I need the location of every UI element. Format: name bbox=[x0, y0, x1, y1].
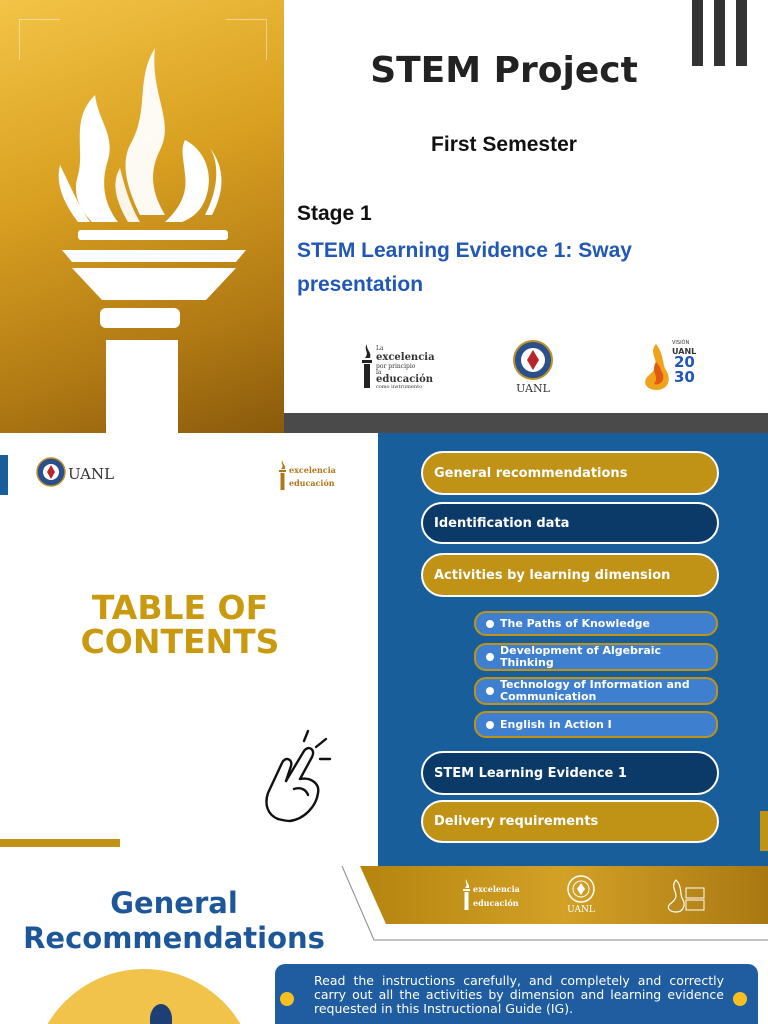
title-slide bbox=[0, 0, 768, 433]
logo-text: la bbox=[376, 369, 382, 376]
torch-small-icon bbox=[278, 459, 287, 491]
logo-text: excelencia bbox=[376, 352, 435, 363]
toc-item-stem-evidence[interactable]: STEM Learning Evidence 1 bbox=[421, 751, 719, 795]
accent-bar bbox=[0, 839, 120, 847]
toc-subitem-paths-of-knowledge[interactable]: The Paths of Knowledge bbox=[474, 611, 718, 636]
logo-text: 30 bbox=[674, 368, 695, 386]
logo-text: UANL bbox=[68, 465, 115, 483]
info-box bbox=[275, 964, 758, 1024]
decorative-circle bbox=[32, 969, 256, 1024]
side-accent bbox=[0, 455, 8, 495]
evidence-title: STEM Learning Evidence 1: Sway presentation bbox=[297, 239, 632, 296]
uanl-logo bbox=[562, 874, 600, 918]
info-text: Read the instructions carefully, and completely and correctly carry out all the activities by dimension and learning evidence requested in this Instructional Guide (IG). bbox=[314, 973, 724, 1016]
section-title: General Recommendations bbox=[23, 886, 325, 955]
uanl-seal-icon bbox=[511, 340, 555, 380]
torch-small-icon bbox=[360, 342, 374, 390]
stage-label: Stage 1 bbox=[297, 202, 372, 225]
logo-text: UANL bbox=[516, 382, 550, 395]
toc-item-delivery-requirements[interactable]: Delivery requirements bbox=[421, 800, 719, 843]
toc-item-activities[interactable]: Activities by learning dimension bbox=[421, 553, 719, 597]
bullet-dot bbox=[280, 992, 294, 1006]
page-title: STEM Project bbox=[370, 50, 638, 91]
logo-text: educación bbox=[289, 478, 335, 488]
toc-slide bbox=[0, 433, 768, 866]
logo-text: educación bbox=[473, 898, 519, 908]
excelencia-logo bbox=[360, 342, 440, 392]
logo-text: educación bbox=[376, 374, 434, 385]
gold-torch-panel bbox=[0, 0, 284, 433]
general-recommendations-slide bbox=[0, 866, 768, 1024]
logo-text: VISIÓN bbox=[672, 340, 690, 346]
torch-icon bbox=[0, 0, 284, 433]
toc-item-identification-data[interactable]: Identification data bbox=[421, 502, 719, 544]
logo-text: como instrumento bbox=[376, 384, 423, 390]
logo-text: excelencia bbox=[289, 465, 336, 475]
toc-item-general-recommendations[interactable]: General recommendations bbox=[421, 451, 719, 495]
torch-small-icon bbox=[462, 878, 471, 912]
uanl-seal-icon bbox=[36, 457, 66, 487]
logo-text: UANL bbox=[567, 905, 595, 915]
side-accent bbox=[760, 811, 768, 851]
bullet-dot bbox=[733, 992, 747, 1006]
excelencia-logo bbox=[278, 459, 338, 493]
flame-icon bbox=[638, 342, 674, 392]
vision-2030-icon bbox=[664, 878, 708, 914]
uanl-logo bbox=[36, 457, 116, 493]
toc-title: TABLE OF CONTENTS bbox=[80, 588, 280, 661]
uanl-seal-icon bbox=[566, 874, 596, 904]
logo-text: excelencia bbox=[473, 884, 520, 894]
excelencia-logo bbox=[462, 876, 522, 916]
logo-text: UANL bbox=[672, 347, 697, 356]
vision-2030-logo bbox=[638, 340, 710, 396]
toc-subitem-english-in-action[interactable]: English in Action I bbox=[474, 711, 718, 738]
finger-snap-icon bbox=[260, 729, 332, 825]
toc-subitem-technology[interactable]: Technology of Information and Communication bbox=[474, 677, 718, 705]
footer-bar bbox=[284, 413, 768, 433]
logo-text: La bbox=[376, 345, 384, 352]
logo-text: 20 bbox=[674, 353, 695, 371]
uanl-logo bbox=[508, 340, 558, 398]
logo-text: por principio bbox=[376, 363, 416, 370]
toc-subitem-algebraic-thinking[interactable]: Development of Algebraic Thinking bbox=[474, 643, 718, 671]
semester-label: First Semester bbox=[431, 133, 577, 156]
